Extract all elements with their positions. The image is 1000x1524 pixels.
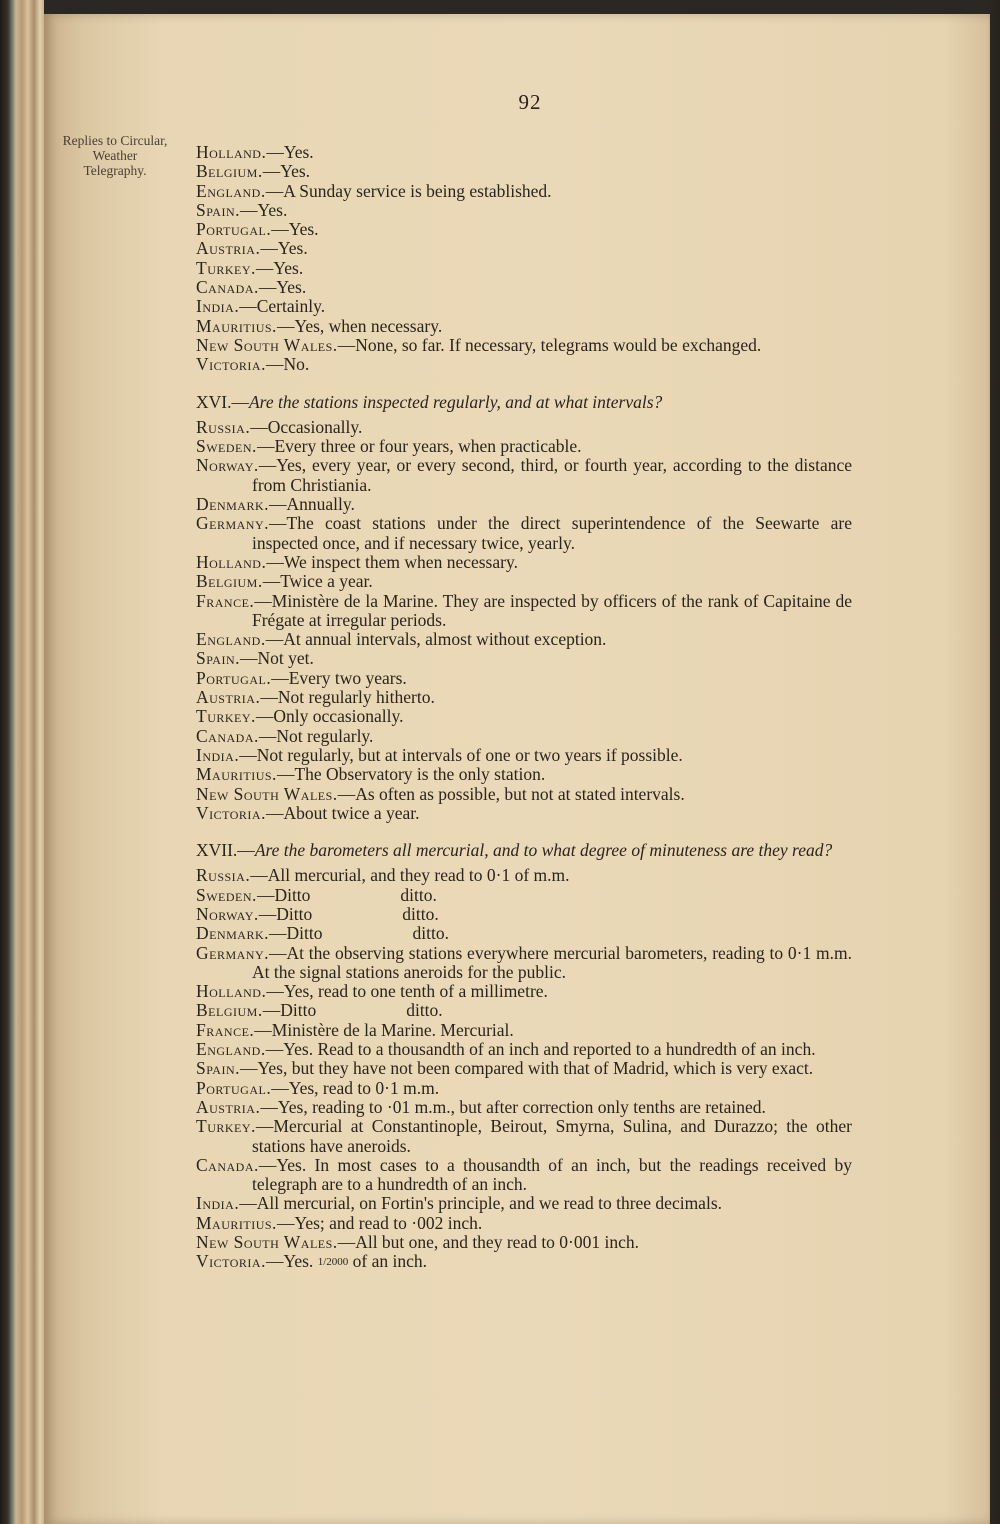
country-name: Belgium. xyxy=(196,1000,263,1021)
answer-text: —Yes, when necessary. xyxy=(276,315,443,336)
answer-text: —Yes, but they have not been compared with that of Madrid, which is very exact. xyxy=(240,1058,814,1079)
answer-text: —Only occasionally. xyxy=(255,706,404,727)
answer-entry xyxy=(196,418,852,437)
country-name: Norway. xyxy=(196,903,259,924)
country-name: Turkey. xyxy=(196,1116,256,1137)
answer-entry xyxy=(196,1214,852,1233)
answer-text: —The coast stations under the direct superintendence of the Seewarte are inspected once, and if necessary twice, yearly. xyxy=(252,513,852,553)
answer-text: —A Sunday service is being established. xyxy=(265,180,552,201)
answer-entry xyxy=(196,1021,852,1040)
country-name: Mauritius. xyxy=(196,1212,277,1233)
answer-entry xyxy=(196,727,852,746)
country-name: Victoria. xyxy=(196,354,266,375)
answer-text: —Every two years. xyxy=(271,667,407,688)
answer-entry xyxy=(196,456,852,495)
margin-note: Replies to Circular, Weather Telegraphy. xyxy=(62,133,168,178)
country-name: Norway. xyxy=(196,455,259,476)
answer-text: —At annual intervals, almost without exception. xyxy=(265,629,607,650)
country-name: India. xyxy=(196,1193,240,1214)
answer-entry xyxy=(196,866,852,885)
answer-entry xyxy=(196,317,852,336)
answer-entry xyxy=(196,765,852,784)
answer-entry xyxy=(196,437,852,456)
section-xvii-answers xyxy=(196,866,852,1272)
answer-text: —Mercurial at Constantinople, Beirout, Smyrna, Sulina, and Durazzo; the other stations have aneroids. xyxy=(252,1116,852,1156)
country-name: Russia. xyxy=(196,416,251,437)
answer-text: —Not regularly. xyxy=(258,725,374,746)
body-text xyxy=(196,143,852,1273)
country-name: India. xyxy=(196,744,240,765)
answer-entry xyxy=(196,630,852,649)
answer-entry xyxy=(196,553,852,572)
country-name: Turkey. xyxy=(196,257,256,278)
country-name: Portugal. xyxy=(196,667,272,688)
section-xv-answers xyxy=(196,143,852,375)
answer-text: —Yes. xyxy=(265,1251,314,1272)
book-page-edges xyxy=(0,0,44,1524)
answer-entry xyxy=(196,143,852,162)
answer-text: —Yes. xyxy=(271,219,319,240)
answer-entry xyxy=(196,220,852,239)
answer-text: —Not yet. xyxy=(240,648,314,669)
answer-text: —Yes. xyxy=(260,238,308,259)
answer-text: —All mercurial, and they read to 0·1 of m.m. xyxy=(250,865,570,886)
question-xvii xyxy=(196,841,852,860)
country-name: England. xyxy=(196,629,266,650)
answer-text: —Yes, reading to ·01 m.m., but after correction only tenths are retained. xyxy=(260,1096,766,1117)
country-name: Germany. xyxy=(196,513,270,534)
answer-text: —Yes; and read to ·002 inch. xyxy=(276,1212,483,1233)
ditto-text: ditto. xyxy=(406,1000,443,1021)
section-xvi-answers xyxy=(196,418,852,823)
country-name: India. xyxy=(196,296,240,317)
answer-entry xyxy=(196,886,852,905)
answer-entry xyxy=(196,1194,852,1213)
country-name: Victoria. xyxy=(196,802,266,823)
answer-entry xyxy=(196,1059,852,1078)
answer-text: —Yes. xyxy=(258,277,307,298)
answer-entry xyxy=(196,746,852,765)
country-name: Sweden. xyxy=(196,884,257,905)
answer-text: —Yes. In most cases to a thousandth of an inch, but the readings received by telegraph are to a hundredth of an inch. xyxy=(252,1154,852,1195)
answer-text: —Ditto xyxy=(258,903,313,924)
answer-entry xyxy=(196,1117,852,1156)
country-name: Germany. xyxy=(196,942,270,963)
answer-text: —Ditto xyxy=(262,1000,317,1021)
answer-text: —Ministère de la Marine. Mercurial. xyxy=(254,1019,514,1040)
answer-text: —Yes. Read to a thousandth of an inch and reported to a hundredth of an inch. xyxy=(265,1039,816,1060)
answer-entry xyxy=(196,944,852,983)
answer-entry xyxy=(196,278,852,297)
answer-entry xyxy=(196,1079,852,1098)
country-name: Canada. xyxy=(196,725,259,746)
ditto-text: ditto. xyxy=(412,923,449,944)
answer-entry xyxy=(196,239,852,258)
page-shadow xyxy=(988,0,1000,1524)
answer-text: —Yes. xyxy=(262,161,311,182)
answer-entry xyxy=(196,355,852,374)
country-name: Denmark. xyxy=(196,923,270,944)
answer-entry xyxy=(196,785,852,804)
country-name: Mauritius. xyxy=(196,315,277,336)
fraction: 1/2000 xyxy=(317,1256,349,1269)
country-name: Russia. xyxy=(196,865,251,886)
page-number: 92 xyxy=(518,90,542,114)
answer-entry xyxy=(196,495,852,514)
country-name: Spain. xyxy=(196,648,241,669)
answer-text: —Yes. xyxy=(240,199,288,220)
country-name: New South Wales. xyxy=(196,1232,338,1253)
country-name: Turkey. xyxy=(196,706,256,727)
country-name: Austria. xyxy=(196,238,261,259)
answer-entry xyxy=(196,572,852,591)
answer-text: —We inspect them when necessary. xyxy=(266,551,518,572)
question-number: XVII.— xyxy=(196,840,255,861)
question-xvi xyxy=(196,393,852,412)
question-text: Are the barometers all mercurial, and to what degree of minuteness are they read? xyxy=(254,840,833,861)
answer-text: —Yes, read to 0·1 m.m. xyxy=(271,1077,440,1098)
country-name: Belgium. xyxy=(196,161,263,182)
answer-text: —All mercurial, on Fortin's principle, and we read to three decimals. xyxy=(239,1193,722,1214)
country-name: Holland. xyxy=(196,142,267,162)
country-name: New South Wales. xyxy=(196,783,338,804)
country-name: Denmark. xyxy=(196,494,270,515)
country-name: Portugal. xyxy=(196,1077,272,1098)
country-name: England. xyxy=(196,180,266,201)
question-text: Are the stations inspected regularly, and at what intervals? xyxy=(248,391,663,412)
country-name: Portugal. xyxy=(196,219,272,240)
country-name: Canada. xyxy=(196,277,259,298)
answer-text: —Not regularly, but at intervals of one or two years if possible. xyxy=(239,744,683,765)
answer-text: —Yes, every year, or every second, third, or fourth year, according to the distance from Christiania. xyxy=(252,455,852,495)
country-name: France. xyxy=(196,590,255,611)
country-name: France. xyxy=(196,1019,255,1040)
answer-text: —The Observatory is the only station. xyxy=(276,764,546,785)
country-name: Mauritius. xyxy=(196,764,277,785)
answer-text: —Twice a year. xyxy=(262,571,373,592)
answer-entry xyxy=(196,514,852,553)
ditto-text: ditto. xyxy=(400,884,437,905)
country-name: Victoria. xyxy=(196,1251,266,1272)
answer-text: —About twice a year. xyxy=(265,802,420,823)
answer-entry xyxy=(196,182,852,201)
answer-entry xyxy=(196,336,852,355)
answer-tail: of an inch. xyxy=(348,1251,427,1272)
country-name: Austria. xyxy=(196,1096,261,1117)
answer-text: —Certainly. xyxy=(239,296,326,317)
answer-entry xyxy=(196,1252,852,1272)
ditto-text: ditto. xyxy=(402,903,439,924)
answer-text: —Not regularly hitherto. xyxy=(260,687,435,708)
country-name: England. xyxy=(196,1039,266,1060)
country-name: Belgium. xyxy=(196,571,263,592)
country-name: Spain. xyxy=(196,199,241,220)
answer-text: —All but one, and they read to 0·001 inch. xyxy=(337,1232,640,1253)
answer-text: —As often as possible, but not at stated intervals. xyxy=(337,783,685,804)
answer-text: —Ministère de la Marine. They are inspected by officers of the rank of Capitaine de Frégate at irregular periods. xyxy=(252,590,852,630)
country-name: Sweden. xyxy=(196,436,257,457)
answer-entry xyxy=(196,982,852,1001)
answer-text: —At the observing stations everywhere mercurial barometers, reading to 0·1 m.m. At the signal stations aneroids for the public. xyxy=(252,942,852,982)
answer-text: —Ditto xyxy=(269,923,323,944)
answer-entry xyxy=(196,1156,852,1195)
country-name: Holland. xyxy=(196,981,267,1002)
answer-entry xyxy=(196,201,852,220)
answer-entry xyxy=(196,1098,852,1117)
answer-entry xyxy=(196,1233,852,1252)
answer-entry xyxy=(196,924,852,943)
country-name: Spain. xyxy=(196,1058,241,1079)
answer-entry xyxy=(196,1001,852,1020)
country-name: New South Wales. xyxy=(196,334,338,355)
answer-text: —Yes. xyxy=(266,142,314,162)
country-name: Austria. xyxy=(196,687,261,708)
answer-entry xyxy=(196,1040,852,1059)
answer-text: —None, so far. If necessary, telegrams would be exchanged. xyxy=(337,334,762,355)
country-name: Canada. xyxy=(196,1154,259,1175)
answer-text: —Every three or four years, when practicable. xyxy=(256,436,582,457)
answer-entry xyxy=(196,297,852,316)
answer-text: —No. xyxy=(265,354,310,375)
answer-entry xyxy=(196,905,852,924)
answer-text: —Ditto xyxy=(256,884,311,905)
answer-entry xyxy=(196,804,852,823)
answer-entry xyxy=(196,649,852,668)
question-number: XVI.— xyxy=(196,391,249,412)
answer-text: —Yes, read to one tenth of a millimetre. xyxy=(266,981,548,1002)
answer-entry xyxy=(196,688,852,707)
answer-text: —Occasionally. xyxy=(250,416,363,437)
answer-text: —Yes. xyxy=(255,257,304,278)
country-name: Holland. xyxy=(196,551,267,572)
answer-entry xyxy=(196,707,852,726)
answer-entry xyxy=(196,669,852,688)
answer-entry xyxy=(196,592,852,631)
answer-entry xyxy=(196,259,852,278)
answer-entry xyxy=(196,162,852,181)
answer-text: —Annually. xyxy=(269,494,355,515)
